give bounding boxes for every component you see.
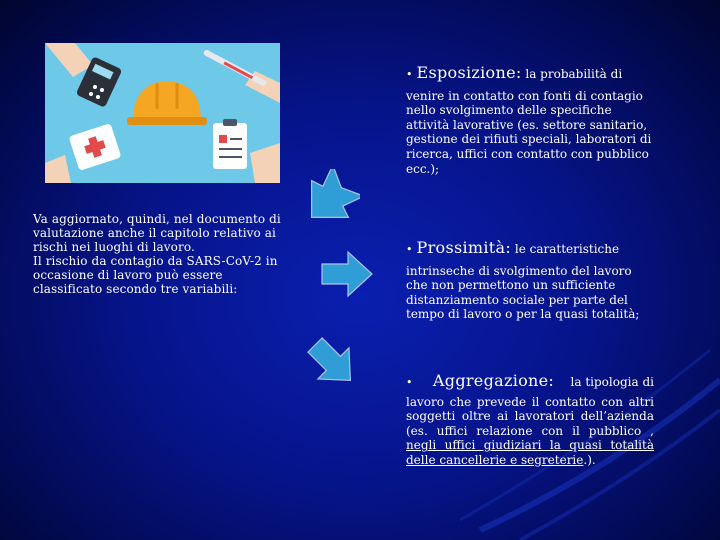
exposure-body: venire in contatto con fonti di contagio nello svolgimento delle specifiche attività lavorative (es. settore sanitario, gestione dei rifiuti speciali, laboratori di ricerca, uffici con contatto con pubblico ecc.); — [406, 88, 652, 176]
aggregation-lead: la tipologia di — [570, 375, 654, 389]
intro-paragraph-2: Il rischio da contagio da SARS-CoV-2 in occasione di lavoro può essere classificato secondo tre variabili: — [33, 254, 278, 296]
aggregation-underlined-text: negli uffici giudiziari la quasi totalità delle cancellerie e segreterie — [406, 438, 654, 467]
arrow-right-icon — [300, 169, 360, 229]
proximity-lead: le caratteristiche — [514, 242, 620, 256]
variable-exposure — [406, 63, 654, 176]
exposure-term: Esposizione: — [416, 63, 522, 82]
intro-text — [33, 212, 283, 296]
arrow-right-icon — [316, 244, 376, 304]
bullet: • — [406, 68, 413, 81]
intro-paragraph-1: Va aggiornato, quindi, nel documento di valutazione anche il capitolo relativo ai rischi nei luoghi di lavoro. — [33, 212, 281, 254]
aggregation-body — [406, 395, 654, 468]
variable-proximity — [406, 238, 654, 322]
bullet: • — [406, 243, 413, 256]
variable-aggregation — [406, 371, 654, 468]
workplace-illustration — [45, 43, 280, 183]
bullet: • — [406, 376, 413, 389]
aggregation-term: Aggregazione: — [432, 371, 555, 390]
arrow-right-icon — [302, 332, 362, 392]
aggregation-body-text: lavoro che prevede il contatto con altri soggetti oltre ai lavoratori dell’azienda (es. uffici relazione con il pubblico , — [406, 394, 654, 438]
proximity-body: intrinseche di svolgimento del lavoro che non permettono un sufficiente distanziamento sociale per parte del tempo di lavoro o per la quasi totalità; — [406, 263, 640, 322]
proximity-term: Prossimità: — [416, 238, 512, 257]
exposure-lead: la probabilità di — [525, 67, 623, 81]
aggregation-tail: .). — [583, 452, 596, 467]
